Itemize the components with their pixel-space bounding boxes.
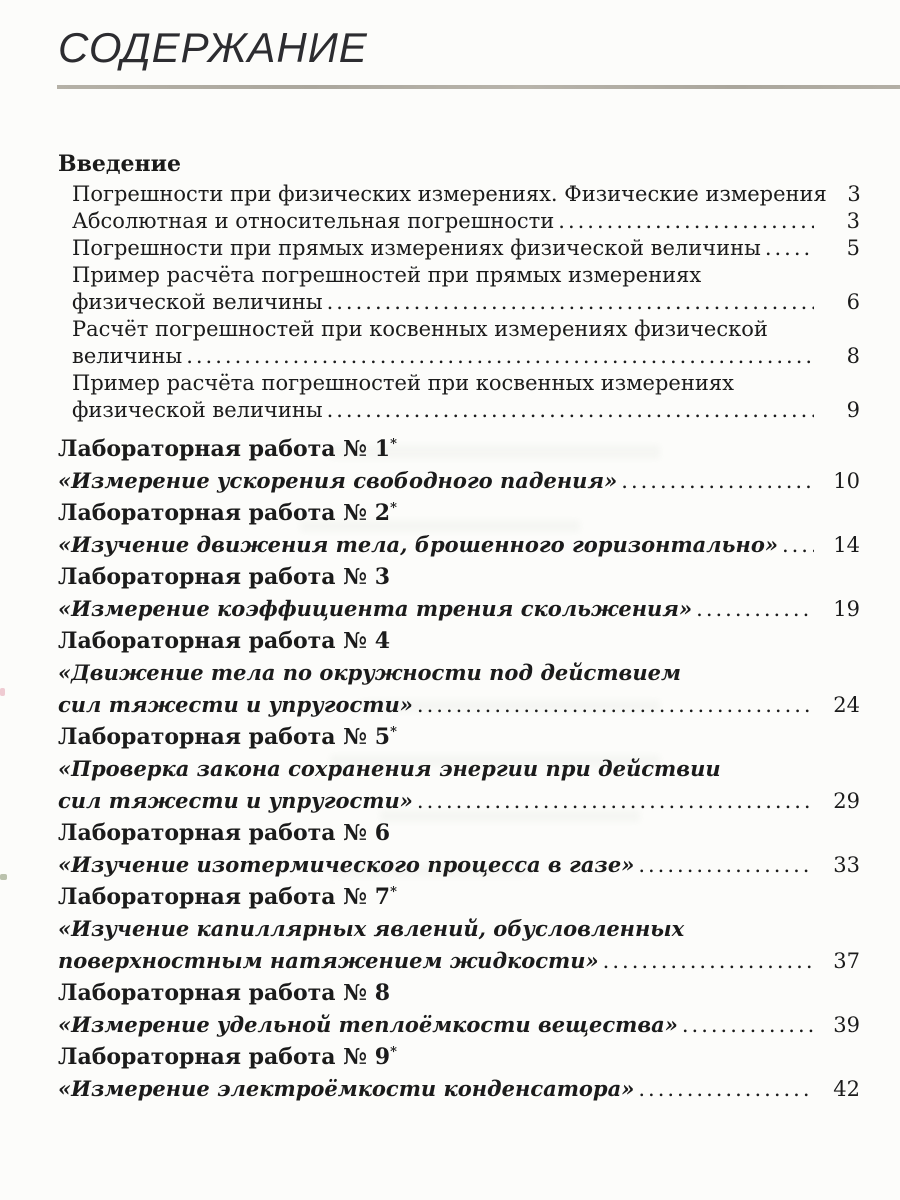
toc-entry-label: поверхностным натяжением жидкости» (58, 948, 599, 973)
toc-row (72, 235, 860, 262)
lab-heading (58, 561, 860, 593)
toc-row (58, 1073, 860, 1105)
lab-heading-text: Лабораторная работа № 1 (58, 436, 391, 462)
dot-leader (186, 343, 814, 370)
page-number: 42 (833, 1077, 860, 1101)
dot-leader (765, 235, 814, 262)
page-number: 24 (833, 693, 860, 717)
toc-row (58, 945, 860, 977)
title-divider (57, 85, 900, 89)
lab-heading-text: Лабораторная работа № 4 (58, 628, 391, 654)
lab-heading (58, 721, 860, 753)
lab-entry-list (58, 433, 860, 1105)
page-number: 3 (847, 182, 861, 206)
toc-row (58, 689, 860, 721)
page-number: 5 (846, 236, 860, 260)
lab-heading-text: Лабораторная работа № 2 (58, 500, 391, 526)
toc-entry-label: величины (72, 344, 183, 368)
dot-leader (603, 945, 814, 977)
dot-leader (417, 689, 814, 721)
dot-leader (327, 397, 814, 424)
dot-leader (696, 593, 814, 625)
toc-row (72, 343, 860, 370)
toc-row (72, 397, 860, 424)
toc-entry-label: физической величины (72, 290, 323, 314)
toc-row (58, 529, 860, 561)
page-number: 10 (833, 469, 860, 493)
toc-entry-label: Абсолютная и относительная погрешности (72, 209, 555, 233)
toc-entry-label: сил тяжести и упругости» (58, 692, 413, 717)
page-title: СОДЕРЖАНИЕ (58, 24, 368, 71)
toc-entry-wrap-line: Расчёт погрешностей при косвенных измерениях физической (72, 317, 768, 341)
page-number: 29 (833, 789, 860, 813)
toc-entry-label: «Изучение изотермического процесса в газе» (58, 852, 635, 877)
toc-entry-wrap-line: Пример расчёта погрешностей при прямых измерениях (72, 263, 702, 287)
toc-row (58, 785, 860, 817)
dot-leader (782, 529, 814, 561)
dot-leader (638, 1073, 814, 1105)
lab-heading (58, 433, 860, 465)
page-number: 37 (833, 949, 860, 973)
toc-row (58, 465, 860, 497)
lab-heading-text: Лабораторная работа № 8 (58, 980, 391, 1006)
toc-row (58, 1009, 860, 1041)
dot-leader (621, 465, 814, 497)
toc-entry-label: «Изучение движения тела, брошенного горизонтально» (58, 532, 778, 557)
lab-heading-text: Лабораторная работа № 7 (58, 884, 391, 910)
lab-asterisk: * (390, 500, 397, 516)
dot-leader (682, 1009, 814, 1041)
toc-entry-label: «Измерение удельной теплоёмкости вещества» (58, 1012, 678, 1037)
lab-heading (58, 497, 860, 529)
lab-heading-text: Лабораторная работа № 5 (58, 724, 391, 750)
table-of-contents (58, 151, 860, 1105)
scan-artifact (0, 874, 7, 880)
page-number: 19 (833, 597, 860, 621)
toc-row (72, 181, 860, 208)
toc-entry-label: сил тяжести и упругости» (58, 788, 413, 813)
lab-asterisk: * (390, 724, 397, 740)
scan-artifact (0, 688, 5, 696)
toc-row (58, 849, 860, 881)
lab-title-wrap-line: «Движение тела по окружности под действием (58, 660, 681, 685)
section-heading-introduction: Введение (58, 151, 181, 177)
toc-row (72, 208, 860, 235)
toc-entry-label: Погрешности при прямых измерениях физической величины (72, 236, 761, 260)
toc-entry-label: Погрешности при физических измерениях. Физические измерения (72, 182, 827, 206)
lab-heading (58, 625, 860, 657)
page-number: 8 (846, 344, 860, 368)
dot-leader (638, 849, 814, 881)
page-number: 6 (846, 290, 860, 314)
page-number: 14 (833, 533, 860, 557)
lab-title-wrap-line: «Изучение капиллярных явлений, обусловленных (58, 916, 685, 941)
lab-heading (58, 817, 860, 849)
page-number: 39 (833, 1013, 860, 1037)
toc-entry-label: «Измерение ускорения свободного падения» (58, 468, 618, 493)
lab-heading-text: Лабораторная работа № 6 (58, 820, 391, 846)
lab-heading-text: Лабораторная работа № 9 (58, 1044, 391, 1070)
lab-asterisk: * (390, 436, 397, 452)
dot-leader (558, 208, 814, 235)
page-number: 3 (846, 209, 860, 233)
lab-heading (58, 881, 860, 913)
intro-entry-list (58, 181, 860, 424)
toc-row (72, 289, 860, 316)
toc-entry-label: физической величины (72, 398, 323, 422)
lab-heading-text: Лабораторная работа № 3 (58, 564, 391, 590)
lab-heading (58, 977, 860, 1009)
dot-leader (327, 289, 814, 316)
lab-title-wrap-line: «Проверка закона сохранения энергии при действии (58, 756, 721, 781)
dot-leader (417, 785, 814, 817)
toc-entry-wrap-line: Пример расчёта погрешностей при косвенных измерениях (72, 371, 734, 395)
toc-entry-label: «Измерение электроёмкости конденсатора» (58, 1076, 635, 1101)
toc-entry-label: «Измерение коэффициента трения скольжения» (58, 596, 693, 621)
lab-asterisk: * (390, 1044, 397, 1060)
toc-row (58, 593, 860, 625)
page-number: 33 (833, 853, 860, 877)
lab-asterisk: * (390, 884, 397, 900)
lab-heading (58, 1041, 860, 1073)
page-number: 9 (846, 398, 860, 422)
